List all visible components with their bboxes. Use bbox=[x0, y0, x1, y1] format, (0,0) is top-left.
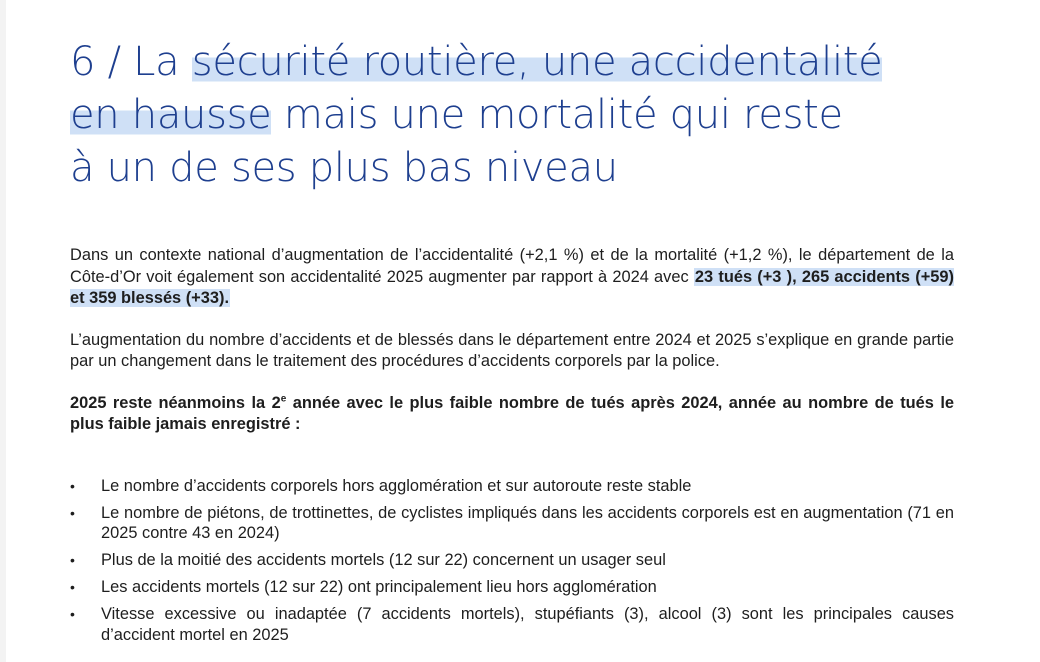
list-item bbox=[70, 604, 954, 645]
bullet-icon: • bbox=[70, 504, 75, 521]
intro-paragraph bbox=[70, 245, 954, 310]
title-highlight-1: sécurité routière, une accidentalité bbox=[191, 39, 883, 85]
bullet-icon: • bbox=[70, 606, 75, 622]
list-item bbox=[70, 577, 954, 598]
title-prefix: 6 / La bbox=[70, 39, 192, 85]
page-edge-divider bbox=[0, 0, 6, 662]
title-line-2-rest: mais une mortalité qui reste bbox=[271, 92, 843, 138]
bullet-list bbox=[70, 476, 954, 646]
section-title bbox=[70, 36, 954, 195]
summary-superscript: e bbox=[280, 393, 287, 405]
title-line-1 bbox=[70, 36, 954, 89]
list-item-text: Vitesse excessive ou inadaptée (7 accidents mortels), stupéfiants (3), alcool (3) sont les principales causes d’accident mortel en 2025 bbox=[101, 605, 954, 644]
summary-before-sup: 2025 reste néanmoins la 2 bbox=[70, 393, 281, 412]
bullet-icon: • bbox=[70, 579, 75, 595]
title-highlight-2: en hausse bbox=[70, 92, 272, 138]
list-item bbox=[70, 550, 954, 571]
explanation-paragraph: L’augmentation du nombre d’accidents et de blessés dans le département entre 2024 et 2025 s’explique en grande partie par un changement dans le traitement des procédures d’accidents corporels par la police. bbox=[70, 330, 954, 370]
list-item bbox=[70, 476, 954, 497]
title-line-3: à un de ses plus bas niveau bbox=[70, 145, 618, 191]
document-page bbox=[70, 36, 954, 652]
list-item-text: Le nombre d’accidents corporels hors agglomération et sur autoroute reste stable bbox=[101, 476, 692, 495]
bullet-icon: • bbox=[70, 477, 75, 494]
intro-text: Dans un contexte national d’augmentation de l’accidentalité (+2,1 %) et de la mortalité (+1,2 %), le département de la Côte-d’Or voit également son accidentalité 2025 augmenter par rapport à 2024 avec bbox=[70, 246, 954, 286]
list-item-text: Les accidents mortels (12 sur 22) ont principalement lieu hors agglomération bbox=[101, 578, 657, 596]
bullet-icon: • bbox=[70, 552, 75, 568]
list-item-text: Le nombre de piétons, de trottinettes, de cyclistes impliqués dans les accidents corporels est en augmentation (71 en 2025 contre 43 en 2024) bbox=[101, 503, 954, 542]
bold-summary-paragraph bbox=[70, 393, 954, 436]
title-line-2 bbox=[70, 89, 954, 142]
intro-highlight-stats: 23 tués (+3 ), 265 accidents (+59) et 359 blessés (+33). bbox=[70, 267, 954, 307]
summary-after-sup: année avec le plus faible nombre de tués après 2024, année au nombre de tués le plus faible jamais enregistré : bbox=[70, 393, 954, 433]
list-item bbox=[70, 503, 954, 544]
list-item-text: Plus de la moitié des accidents mortels (12 sur 22) concernent un usager seul bbox=[101, 551, 666, 569]
